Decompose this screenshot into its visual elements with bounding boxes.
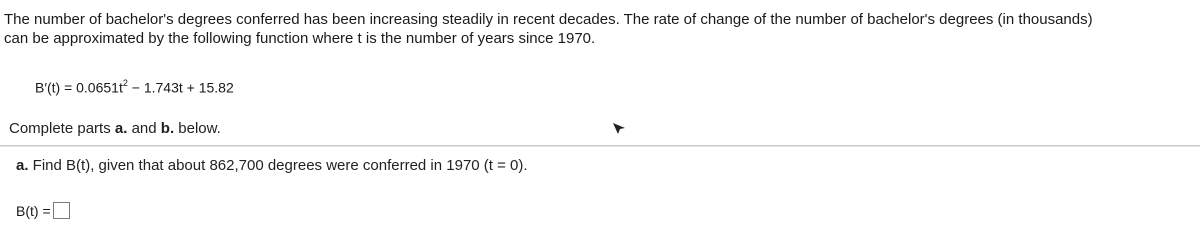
instruction-part-b: b.: [160, 120, 175, 137]
part-a-label: a.: [16, 157, 29, 174]
part-a-text: Find B(t), given that about 862,700 degrees were conferred in 1970 (t = 0).: [28, 157, 528, 174]
instruction-prefix: Complete parts: [9, 120, 115, 137]
formula-lhs: B′(t) = 0.0651t: [35, 79, 123, 96]
answer-row: [16, 202, 70, 219]
answer-label: B(t) =: [16, 202, 51, 219]
intro-line-1: The number of bachelor's degrees conferred has been increasing steadily in recent decades. The rate of change of the number of bachelor's degrees (in thousands): [4, 11, 1093, 28]
formula-exponent: 2: [122, 78, 128, 88]
instruction-suffix: below.: [174, 120, 221, 137]
instruction-and: and: [127, 120, 161, 137]
instruction-part-a: a.: [114, 120, 128, 137]
rate-function-formula: [35, 79, 234, 96]
intro-line-2: can be approximated by the following function where t is the number of years since 1970.: [4, 30, 596, 47]
instruction-text: [9, 120, 221, 137]
section-divider: [0, 145, 1200, 146]
problem-intro: [4, 10, 1093, 48]
formula-rhs: − 1.743t + 15.82: [127, 79, 234, 96]
part-a-question: [16, 157, 528, 174]
mouse-pointer-icon: [612, 121, 626, 135]
answer-input[interactable]: [53, 202, 70, 219]
